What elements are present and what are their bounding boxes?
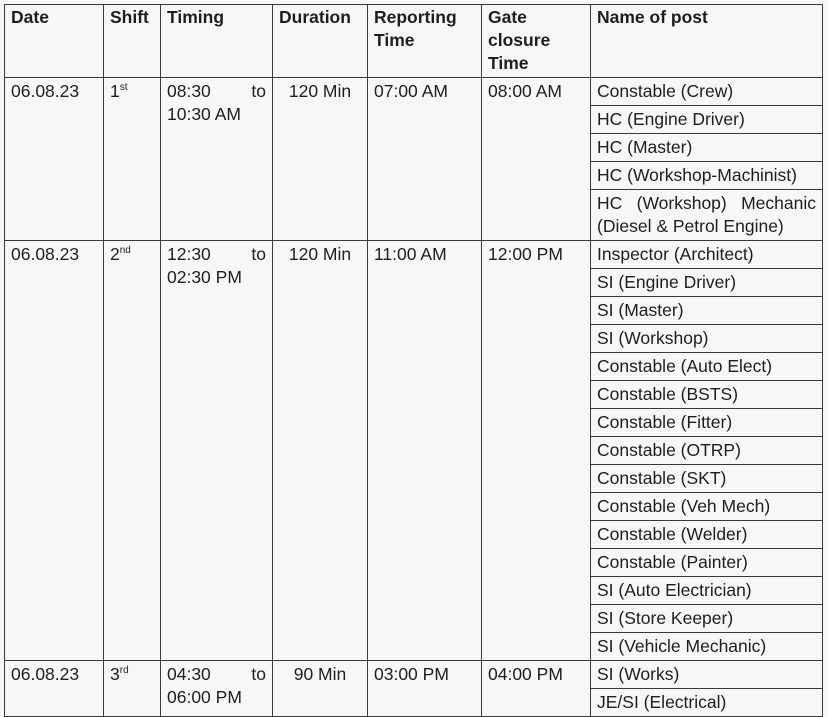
timing-to: to bbox=[251, 664, 266, 684]
post-name-cell: HC (Engine Driver) bbox=[591, 106, 823, 134]
post-name-cell: Constable (SKT) bbox=[591, 465, 823, 493]
post-name-cell: JE/SI (Electrical) bbox=[591, 689, 823, 717]
post-name-cell: SI (Auto Electrician) bbox=[591, 577, 823, 605]
timing-start: 12:30 bbox=[167, 244, 211, 264]
timing-to: to bbox=[251, 244, 266, 264]
shift-cell bbox=[104, 241, 161, 661]
post-name-cell: Constable (Painter) bbox=[591, 549, 823, 577]
timing-end: 02:30 PM bbox=[167, 267, 242, 287]
header-name-of-post: Name of post bbox=[591, 5, 823, 78]
gate-closure-value: 08:00 AM bbox=[488, 81, 562, 101]
duration-cell bbox=[273, 241, 368, 661]
duration-cell bbox=[273, 78, 368, 241]
gate-closure-cell bbox=[482, 661, 591, 717]
post-name-cell: Constable (Crew) bbox=[591, 78, 823, 106]
post-name-cell: Constable (Fitter) bbox=[591, 409, 823, 437]
shift-number: 3 bbox=[110, 664, 120, 684]
shift-ordinal: rd bbox=[119, 665, 129, 676]
table-row bbox=[5, 241, 823, 269]
reporting-time-value: 11:00 AM bbox=[374, 244, 447, 264]
date-value: 06.08.23 bbox=[11, 244, 80, 264]
schedule-body bbox=[5, 78, 823, 717]
exam-schedule-table bbox=[4, 4, 823, 717]
post-name-cell: Constable (BSTS) bbox=[591, 381, 823, 409]
gate-closure-cell bbox=[482, 78, 591, 241]
date-value: 06.08.23 bbox=[11, 81, 80, 101]
post-name-cell: Constable (OTRP) bbox=[591, 437, 823, 465]
shift-cell bbox=[104, 78, 161, 241]
header-gate-closure-time: Gate closure Time bbox=[482, 5, 591, 78]
timing-start: 04:30 bbox=[167, 664, 211, 684]
timing-cell bbox=[161, 78, 273, 241]
date-cell bbox=[5, 661, 104, 717]
gate-closure-value: 12:00 PM bbox=[488, 244, 563, 264]
gate-closure-cell bbox=[482, 241, 591, 661]
reporting-time-value: 07:00 AM bbox=[374, 81, 448, 101]
post-name-cell: Constable (Auto Elect) bbox=[591, 353, 823, 381]
post-name-cell: Inspector (Architect) bbox=[591, 241, 823, 269]
header-shift: Shift bbox=[104, 5, 161, 78]
date-cell bbox=[5, 241, 104, 661]
header-timing: Timing bbox=[161, 5, 273, 78]
header-date: Date bbox=[5, 5, 104, 78]
date-cell bbox=[5, 78, 104, 241]
gate-closure-value: 04:00 PM bbox=[488, 664, 563, 684]
header-row bbox=[5, 5, 823, 78]
timing-end: 10:30 AM bbox=[167, 104, 241, 124]
post-name-cell: SI (Store Keeper) bbox=[591, 605, 823, 633]
post-name-cell: SI (Works) bbox=[591, 661, 823, 689]
timing-cell bbox=[161, 241, 273, 661]
header-duration: Duration bbox=[273, 5, 368, 78]
duration-cell bbox=[273, 661, 368, 717]
reporting-time-cell bbox=[368, 78, 482, 241]
post-name-cell: HC (Master) bbox=[591, 134, 823, 162]
shift-cell bbox=[104, 661, 161, 717]
reporting-time-cell bbox=[368, 241, 482, 661]
duration-value: 120 Min bbox=[288, 81, 352, 101]
post-name-cell: SI (Master) bbox=[591, 297, 823, 325]
post-name-cell: HC (Workshop) Mechanic (Diesel & Petrol Engine) bbox=[591, 190, 823, 241]
post-name-cell: Constable (Veh Mech) bbox=[591, 493, 823, 521]
post-name-cell: SI (Engine Driver) bbox=[591, 269, 823, 297]
duration-value: 120 Min bbox=[288, 244, 352, 264]
shift-number: 1 bbox=[110, 81, 120, 101]
timing-to: to bbox=[251, 81, 266, 101]
shift-ordinal: st bbox=[119, 82, 128, 93]
duration-value: 90 Min bbox=[293, 664, 347, 684]
shift-ordinal: nd bbox=[119, 245, 131, 256]
post-name-cell: HC (Workshop-Machinist) bbox=[591, 162, 823, 190]
post-name-cell: SI (Workshop) bbox=[591, 325, 823, 353]
timing-end: 06:00 PM bbox=[167, 687, 242, 707]
post-name-cell: SI (Vehicle Mechanic) bbox=[591, 633, 823, 661]
table-row bbox=[5, 661, 823, 689]
shift-number: 2 bbox=[110, 244, 120, 264]
timing-cell bbox=[161, 661, 273, 717]
timing-start: 08:30 bbox=[167, 81, 211, 101]
reporting-time-value: 03:00 PM bbox=[374, 664, 449, 684]
post-name-cell: Constable (Welder) bbox=[591, 521, 823, 549]
reporting-time-cell bbox=[368, 661, 482, 717]
header-reporting-time: Reporting Time bbox=[368, 5, 482, 78]
date-value: 06.08.23 bbox=[11, 664, 80, 684]
table-row bbox=[5, 78, 823, 106]
